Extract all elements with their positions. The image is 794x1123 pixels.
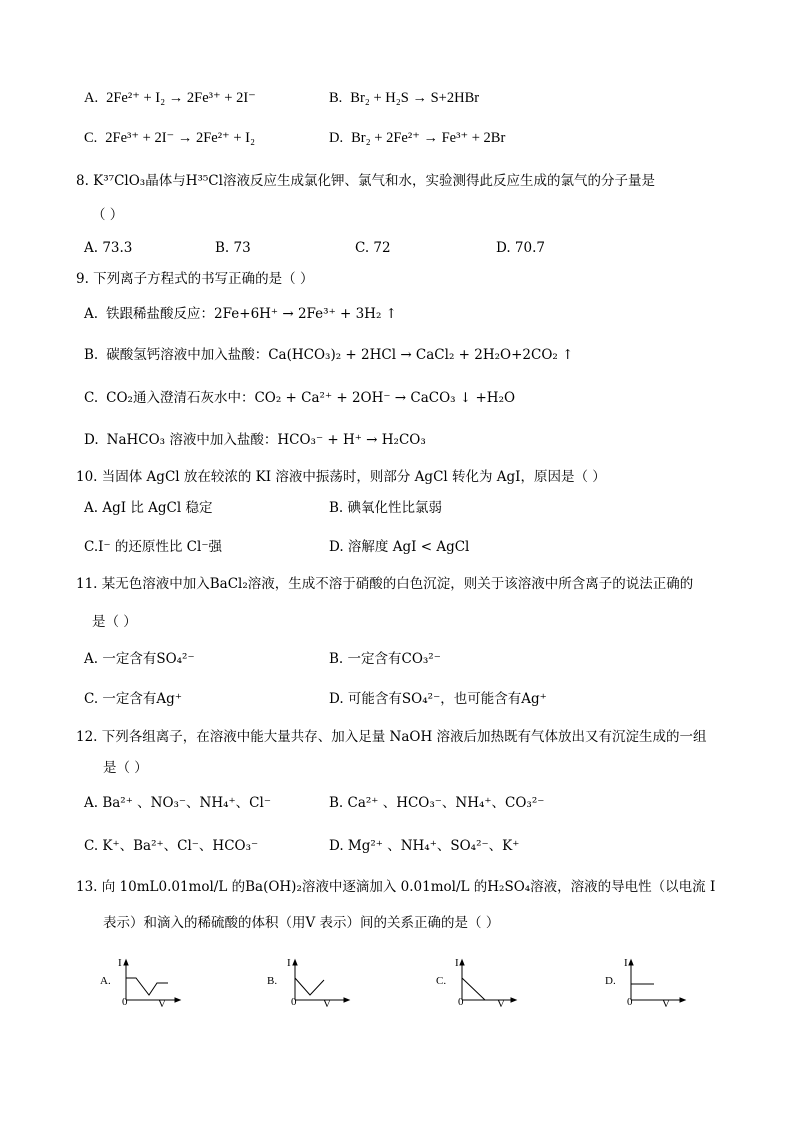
graph-c-x-label: V: [497, 998, 505, 1010]
q11-stem-continued: 是（ ）: [92, 614, 137, 630]
q9-option-d: D. NaHCO₃ 溶液中加入盐酸：HCO₃⁻ + H⁺ → H₂CO₃: [84, 432, 426, 448]
q12-stem: 12. 下列各组离子，在溶液中能大量共存、加入足量 NaOH 溶液后加热既有气体放出又有沉淀生成的一组: [76, 729, 707, 745]
graph-b-x-label: V: [323, 998, 331, 1010]
q7-option-d: D. Br₂ + 2Fe²⁺ → Fe³⁺ + 2Br: [329, 130, 506, 146]
q11-option-a: A. 一定含有SO₄²⁻: [84, 651, 195, 667]
q13-stem: 13. 向 10mL0.01mol/L 的Ba(OH)₂溶液中逐滴加入 0.01mol/L 的H₂SO₄溶液，溶液的导电性（以电流 I: [76, 879, 716, 895]
q7-option-c: C. 2Fe³⁺ + 2I⁻ → 2Fe²⁺ + I₂: [84, 130, 256, 146]
q9-stem: 9. 下列离子方程式的书写正确的是（ ）: [76, 271, 314, 287]
q8-option-b: B. 73: [215, 240, 251, 256]
q10-option-a: A. AgI 比 AgCl 稳定: [84, 500, 213, 516]
q11-option-c: C. 一定含有Ag⁺: [84, 691, 182, 707]
graph-a-label: A.: [100, 975, 111, 987]
graph-c-x-arrow: [511, 998, 516, 1002]
q11-option-d: D. 可能含有SO₄²⁻，也可能含有Ag⁺: [329, 691, 547, 707]
graph-c-origin: 0: [458, 996, 464, 1008]
q7-option-b: B. Br₂ + H₂S → S+2HBr: [329, 90, 480, 106]
q12-stem-continued: 是（ ）: [103, 760, 148, 776]
q12-option-d: D. Mg²⁺ 、NH₄⁺、SO₄²⁻、K⁺: [329, 838, 520, 854]
q9-option-b: B. 碳酸氢钙溶液中加入盐酸：Ca(HCO₃)₂ + 2HCl → CaCl₂ + 2H₂O+2CO₂ ↑: [84, 347, 574, 363]
graph-b-x-arrow: [344, 998, 349, 1002]
graph-b-y-label: I: [287, 957, 291, 969]
q8-option-a: A. 73.3: [84, 240, 133, 256]
q8-option-c: C. 72: [355, 240, 391, 256]
graph-c-curve: [462, 978, 485, 1000]
graph-b-curve: [295, 978, 324, 995]
q8-paren: （ ）: [92, 207, 124, 223]
graph-c-label: C.: [436, 975, 447, 987]
graph-c-y-arrow: [460, 960, 464, 965]
q8-option-d: D. 70.7: [496, 240, 545, 256]
q10-option-c: C.I⁻ 的还原性比 Cl⁻强: [84, 539, 222, 555]
q12-option-a: A. Ba²⁺ 、NO₃⁻、NH₄⁺、Cl⁻: [84, 795, 271, 811]
graph-a-y-arrow: [124, 960, 128, 965]
q10-option-d: D. 溶解度 AgI < AgCl: [329, 539, 470, 555]
graph-b-y-arrow: [293, 960, 297, 965]
graph-b-label: B.: [267, 975, 278, 987]
q11-stem: 11. 某无色溶液中加入BaCl₂溶液，生成不溶于硝酸的白色沉淀，则关于该溶液中所含离子的说法正确的: [76, 576, 694, 592]
q9-option-c: C. CO₂通入澄清石灰水中：CO₂ + Ca²⁺ + 2OH⁻ → CaCO₃ ↓ +H₂O: [84, 390, 516, 406]
q9-option-a: A. 铁跟稀盐酸反应：2Fe+6H⁺ → 2Fe³⁺ + 3H₂ ↑: [84, 306, 397, 322]
graph-b-origin: 0: [291, 996, 297, 1008]
graph-c-y-label: I: [455, 957, 459, 969]
q10-option-b: B. 碘氧化性比氯弱: [329, 500, 443, 516]
graph-a-curve: [126, 978, 168, 995]
graph-d-x-arrow: [680, 998, 685, 1002]
q11-option-b: B. 一定含有CO₃²⁻: [329, 651, 441, 667]
graph-d-label: D.: [605, 975, 616, 987]
graph-d-origin: 0: [627, 996, 633, 1008]
graph-d-y-label: I: [624, 957, 628, 969]
graph-a-y-label: I: [118, 957, 122, 969]
q7-option-a: A. 2Fe²⁺ + I₂ → 2Fe³⁺ + 2I⁻: [84, 90, 256, 106]
graph-a-x-arrow: [175, 998, 180, 1002]
graph-a-x-label: V: [158, 998, 166, 1010]
q12-option-b: B. Ca²⁺ 、HCO₃⁻、NH₄⁺、CO₃²⁻: [329, 795, 545, 811]
graph-d-x-label: V: [662, 998, 670, 1010]
q8-stem: 8. K³⁷ClO₃晶体与H³⁵Cl溶液反应生成氯化钾、氯气和水，实验测得此反应生成的氯气的分子量是: [76, 173, 655, 189]
q12-option-c: C. K⁺、Ba²⁺、Cl⁻、HCO₃⁻: [84, 838, 259, 854]
q10-stem: 10. 当固体 AgCl 放在较浓的 KI 溶液中振荡时，则部分 AgCl 转化为 AgI，原因是（ ）: [76, 469, 606, 485]
q13-stem-continued: 表示）和滴入的稀硫酸的体积（用V 表示）间的关系正确的是（ ）: [103, 915, 500, 931]
graph-d-y-arrow: [629, 960, 633, 965]
graph-a-origin: 0: [122, 996, 128, 1008]
